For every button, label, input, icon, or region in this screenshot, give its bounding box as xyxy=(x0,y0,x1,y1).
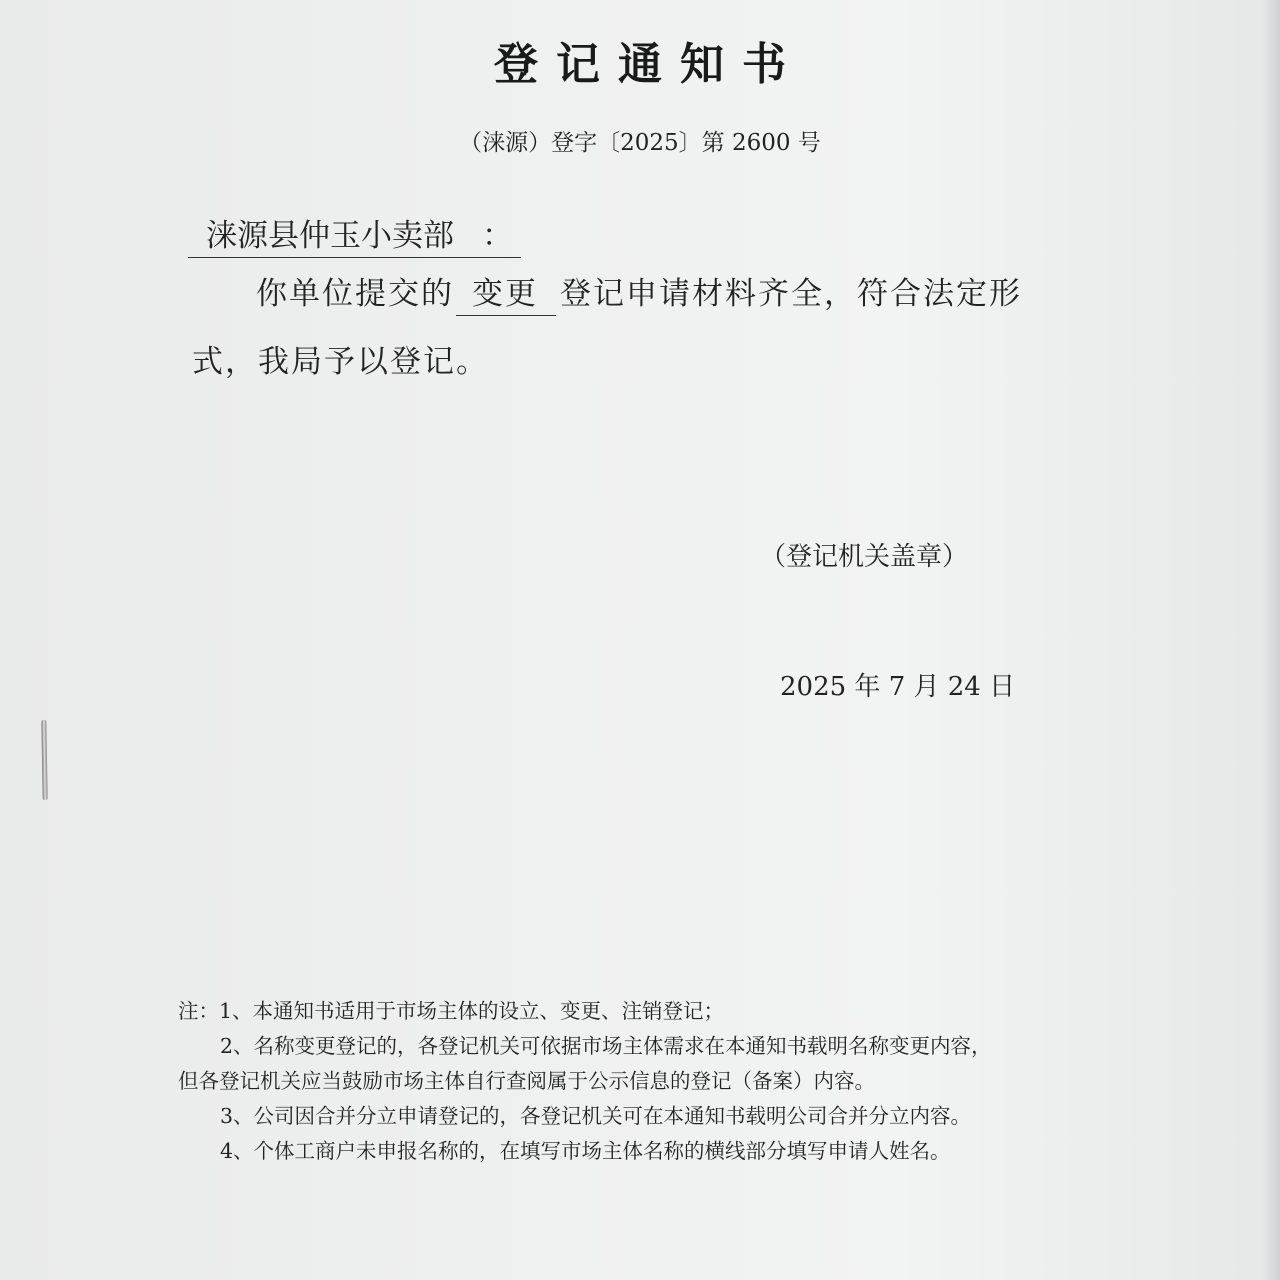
recipient-name: 涞源县仲玉小卖部 xyxy=(206,218,454,254)
body-prefix: 你单位提交的 xyxy=(256,276,454,312)
recipient-line xyxy=(188,210,521,258)
document-title: 登记通知书 xyxy=(494,39,804,90)
recipient-colon: ： xyxy=(482,218,513,254)
issue-date: 2025 年 7 月 24 日 xyxy=(780,672,1016,702)
notes-section xyxy=(178,994,1098,1169)
note-1: 注：1、本通知书适用于市场主体的设立、变更、注销登记； xyxy=(178,999,725,1023)
note-2: 2、名称变更登记的，各登记机关可依据市场主体需求在本通知书载明名称变更内容， xyxy=(220,1034,992,1058)
seal-placeholder: （登记机关盖章） xyxy=(760,542,969,572)
note-2-continued: 但各登记机关应当鼓励市场主体自行查阅属于公示信息的登记（备案）内容。 xyxy=(178,1069,875,1093)
note-3: 3、公司因合并分立申请登记的，各登记机关可在本通知书载明公司合并分立内容。 xyxy=(220,1104,972,1128)
body-line-2: 式，我局予以登记。 xyxy=(192,344,489,380)
document-number: （涞源）登字〔2025〕第 2600 号 xyxy=(459,130,821,156)
recipient-field xyxy=(188,210,521,258)
note-4: 4、个体工商户未申报名称的，在填写市场主体名称的横线部分填写申请人姓名。 xyxy=(220,1139,951,1163)
body-line-1 xyxy=(256,268,1022,316)
staple xyxy=(41,720,47,800)
body-suffix: 登记申请材料齐全，符合法定形 xyxy=(560,276,1022,312)
registration-type: 变更 xyxy=(456,268,556,316)
page-edge-shadow xyxy=(1262,0,1280,1280)
